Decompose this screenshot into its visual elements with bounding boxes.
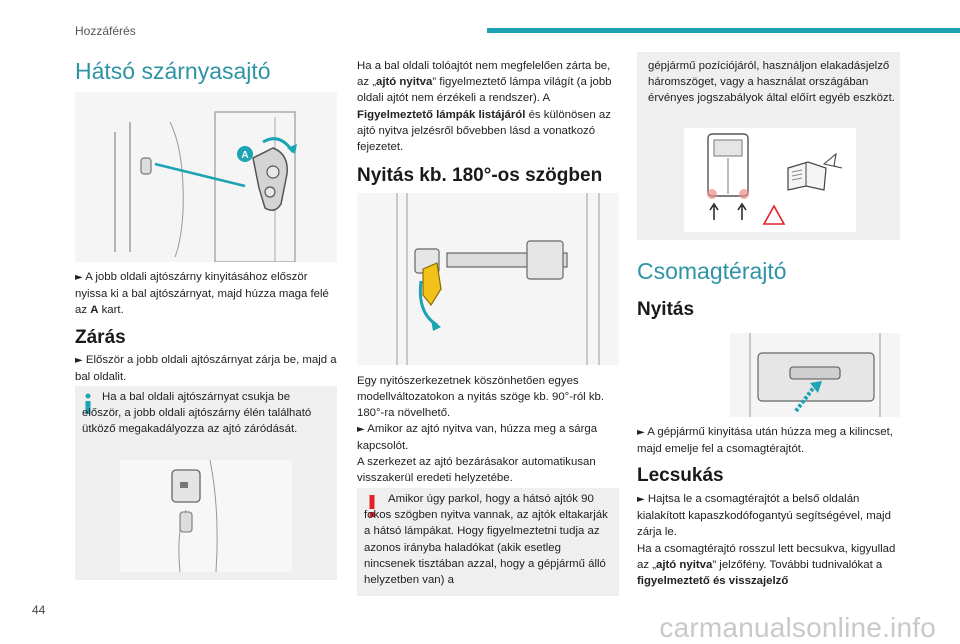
opening-angle-text: Egy nyitószerkezetnek köszönhetően egyes modellváltozatokon a nyitás szöge kb. 90°-ról kb. 180°-ra növelhető. (357, 375, 605, 420)
lowering-title: Lecsukás (637, 465, 724, 486)
warning-triangle-figure (684, 128, 856, 232)
parking-warning-continued-text: gépjármű pozíciójáról, használjon elakadásjelző háromszöget, vagy a használat országában érvényes jogszabályok által előírt egyéb eszközt. (648, 60, 895, 105)
parking-warning-text: Amikor úgy parkol, hogy a hátsó ajtók 90 fokos szögben nyitva vannak, az ajtók eltakarják a hátsó lámpákat. Hogy figyelmeztetni tudja az azonos irányba haladókat (akik esetleg nincsenek tisztában azzal, hogy a gépjármű álló helyzetben van) a (364, 493, 608, 587)
door-stop-illustration (120, 460, 292, 572)
rear-door-lever-illustration (75, 92, 337, 262)
closing-title: Zárás (75, 327, 126, 348)
tailgate-opening-title: Nyitás (637, 299, 695, 320)
door-check-figure (357, 193, 619, 365)
rear-doors-title: Hátsó szárnyasajtó (75, 58, 271, 84)
auto-return-text: A szerkezet az ajtó bezárásakor automatikusan visszakerül eredeti helyzetébe. (357, 456, 596, 485)
header-accent-bar (487, 28, 960, 33)
closing-step: ► Először a jobb oldali ajtószárnyat zárja be, majd a bal oldalit. (75, 354, 337, 384)
section-label: Hozzáférés (75, 24, 136, 38)
tailgate-handle-figure (730, 333, 900, 417)
yellow-switch-step: ► Amikor az ajtó nyitva van, húzza meg a sárga kapcsolót. (357, 423, 598, 453)
sliding-door-warning-text: Ha a bal oldali tolóajtót nem megfelelően zárta be, az „ajtó nyitva” figyelmeztető lámpa világít (a jobb oldali ajtót nem érzékeli a rendszer). A Figyelmeztető lámpák listájáról és különösen az ajtó nyitva jelzésről bővebben lásd a vonatkozó fejezetet. (357, 60, 612, 154)
door-stop-figure (120, 460, 292, 572)
watermark: carmanualsonline.info (659, 612, 936, 643)
parking-warning-box-continued (637, 52, 900, 240)
lowering-text: ► Hajtsa le a csomagtérajtót a belső oldalán kialakított kapaszkodófogantyú segítségével, majd zárja le. Ha a csomagtérajtó rosszul lett becsukva, kigyullad az „ajtó nyitva” jelzőfény. További tudnivalókat a figyelmeztető és visszajelző (637, 493, 896, 588)
info-text: Ha a bal oldali ajtószárnyat csukja be először, a jobb oldali ajtószárny élén található ütköző megakadályozza az ajtó záródását. (82, 391, 312, 436)
callout-a-label: A (241, 150, 249, 161)
door-opening-step: ► A jobb oldali ajtószárny kinyitásához először nyissa ki a bal ajtószárnyat, majd húzza maga felé az A kart. (75, 271, 329, 317)
door-check-illustration (357, 193, 619, 365)
opening-180-title: Nyitás kb. 180°-os szögben (357, 165, 603, 186)
tailgate-title: Csomagtérajtó (637, 258, 787, 284)
tailgate-opening-step: ► A gépjármű kinyitása után húzza meg a kilincset, majd emelje fel a csomagtérajtót. (637, 426, 893, 456)
info-box (75, 386, 337, 580)
parking-warning-box (357, 488, 619, 596)
warning-triangle-illustration (684, 128, 856, 232)
rear-door-lever-figure (75, 92, 337, 262)
tailgate-handle-illustration (730, 333, 900, 417)
step-bullet: ► (75, 272, 83, 283)
page-number: 44 (32, 603, 46, 617)
